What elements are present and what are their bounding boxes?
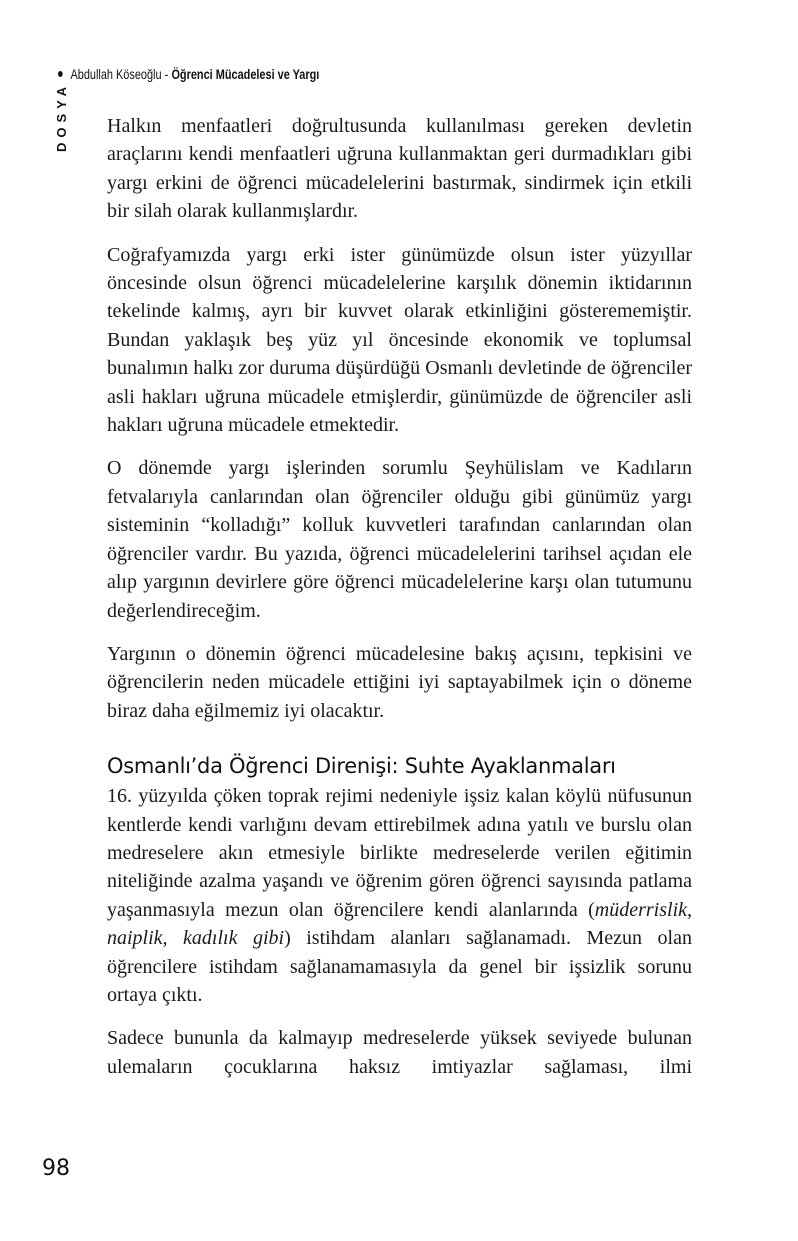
header-article-title: Öğrenci Mücadelesi ve Yargı [171, 66, 320, 82]
paragraph: Halkın menfaatleri doğrultusunda kullanılması gereken devletin araçlarını kendi menfaatleri uğruna kullanmaktan geri durmadıkları gibi yargı erkini de öğrenci mücadelelerini bastırmak, sindirmek için etkili bir silah olarak kullanmışlardır. [107, 115, 692, 223]
header-author: Abdullah Köseoğlu [70, 66, 162, 82]
italic-examples: müderrislik, naiplik, kadılık gibi [107, 898, 692, 950]
header-separator: - [164, 66, 169, 82]
section-heading: Osmanlı’da Öğrenci Direnişi: Suhte Ayaklanmaları [107, 754, 616, 779]
paragraph: Yargının o dönemin öğrenci mücadelesine bakış açısını, tepkisini ve öğrencilerin neden mücadele ettiğini iyi saptayabilmek için o döneme biraz daha eğilmemiz iyi olacaktır. [107, 642, 692, 722]
page-number: 98 [42, 1156, 70, 1181]
paragraph [107, 782, 692, 1009]
section-label: DOSYA [54, 81, 69, 152]
article-body [107, 112, 692, 1096]
paragraph: Sadece bununla da kalmayıp medreselerde yüksek seviyede bulunan ulemaların çocuklarına haksız imtiyazlar sağlaması, ilmi [107, 1027, 692, 1078]
bullet-icon [58, 71, 63, 77]
paragraph-text: 16. yüzyılda çöken toprak rejimi nedeniyle işsiz kalan köylü nüfusunun kentlerde kendi varlığını devam ettirebilmek adına yatılı ve burslu olan medreselere akın etmesiyle birlikte medreselerde verilen eğitimin niteliğinde azalma yaşandı ve öğrenim gören öğrenci sayısında patlama yaşanmasıyla mezun olan öğrencilere kendi alanlarında ( [107, 785, 692, 921]
paragraph-text: ) istihdam alanları sağlanamadı. Mezun olan öğrencilere istihdam sağlanamamasıyla da genel bir işsizlik sorunu ortaya çıktı. [107, 927, 692, 1006]
running-header [58, 64, 319, 84]
paragraph: Coğrafyamızda yargı erki ister günümüzde olsun ister yüzyıllar öncesinde olsun öğrenci mücadelelerine karşılık dönemin iktidarının tekelinde kalmış, ayrı bir kuvvet olarak etkinliğini gösterememiştir. Bundan yaklaşık beş yüz yıl öncesinde ekonomik ve toplumsal bunalımın halkı zor duruma düşürdüğü Osmanlı devletinde de öğrenciler asli hakları uğruna mücadele etmişlerdir, günümüzde de öğrenciler asli hakları uğruna mücadele etmektedir. [107, 243, 692, 437]
paragraph: O dönemde yargı işlerinden sorumlu Şeyhülislam ve Kadıların fetvalarıyla canlarından olan öğrenciler olduğu gibi günümüz yargı sisteminin “kolladığı” kolluk kuvvetleri tarafından canlarından olan öğrenciler vardır. Bu yazıda, öğrenci mücadelelerini tarihsel açıdan ele alıp yargının devirlere göre öğrenci mücadelelerine karşı olan tutumunu değerlendireceğim. [107, 457, 692, 622]
